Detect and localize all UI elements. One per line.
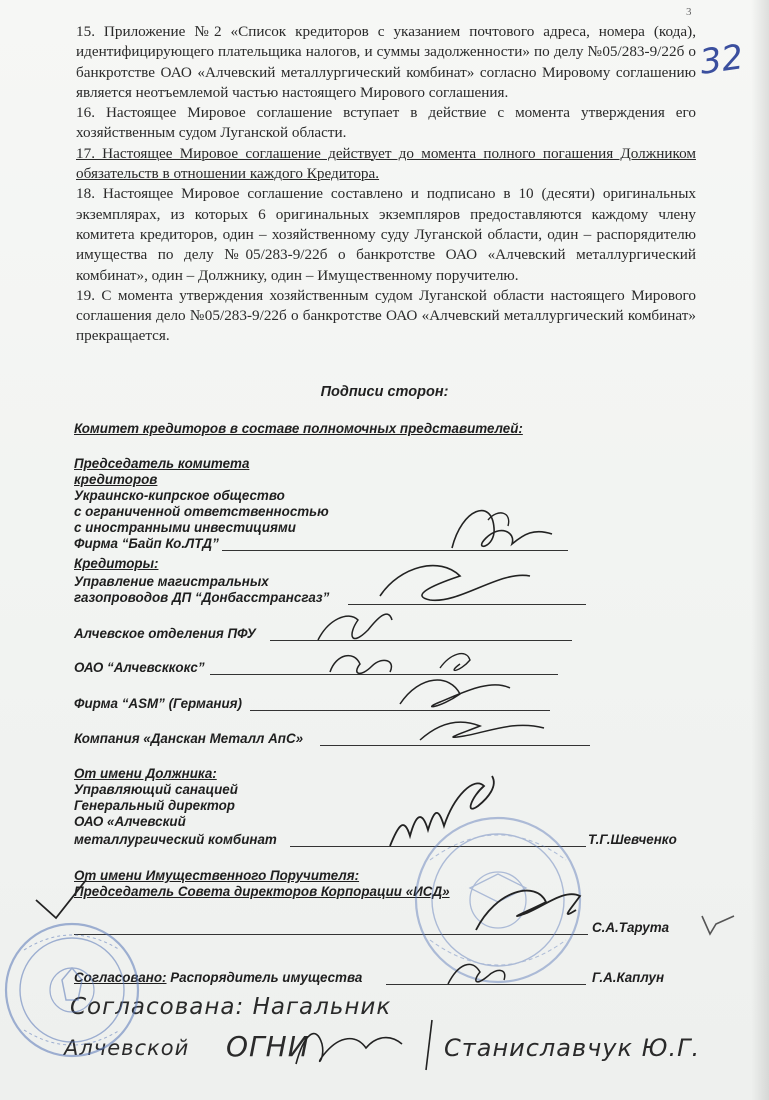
handwritten-line-2c: Станиславчук Ю.Г. [444, 1034, 701, 1062]
signature-line-creditor-1 [348, 604, 586, 605]
signature-tax-official-icon [296, 1034, 402, 1064]
signature-creditor-2-icon [318, 614, 392, 640]
debtor-line-1: Управляющий санацией [74, 782, 238, 797]
creditors-heading: Кредиторы: [74, 556, 159, 571]
signature-debtor-icon [390, 776, 494, 846]
chair-org-3: с иностранными инвестициями [74, 520, 296, 535]
creditor-2: Алчевское отделения ПФУ [74, 626, 256, 641]
signature-agreed-icon [448, 964, 505, 984]
chair-org-4: Фирма “Байп Ко.ЛТД” [74, 536, 219, 551]
paragraph-19: 19. С момента утверждения хозяйственным судом Луганской области настоящего Мирового соглашения дело №05/283-9/22б о банкротстве ОАО «Алчевский металлургический комбинат» прекращается. [76, 286, 696, 345]
debtor-line-4: металлургический комбинат [74, 832, 277, 847]
handwritten-line-1: Согласована: Нагальник [70, 994, 392, 1020]
check-mark-right-icon [702, 916, 734, 934]
agreed-label: Согласовано: [74, 970, 167, 985]
paragraph-16: 16. Настоящее Мировое соглашение вступает в действие с момента утверждения его хозяйственным судом Луганской области. [76, 104, 696, 142]
guarantor-heading: От имени Имущественного Поручителя: [74, 868, 360, 883]
signature-guarantor-icon [476, 891, 580, 930]
creditor-5: Компания «Данскан Металл АпС» [74, 731, 304, 746]
page-number: 3 [686, 6, 692, 18]
committee-heading: Комитет кредиторов в составе полномочных представителей: [74, 421, 523, 436]
signature-creditor-3-icon [330, 656, 391, 674]
handwritten-line-2a: Алчевской [64, 1036, 190, 1060]
handwritten-page-number: 32 [697, 37, 746, 83]
signature-line-guarantor [74, 934, 588, 935]
creditor-1-line-2: газопроводов ДП “Донбасстрансгаз” [74, 590, 330, 605]
chair-org-2: с ограниченной ответственностью [74, 504, 329, 519]
guarantor-role: Председатель Совета директоров Корпорации «ИСД» [74, 884, 450, 899]
agreed-role: Распорядитель имущества [170, 970, 363, 985]
debtor-heading: От имени Должника: [74, 766, 217, 781]
signature-line-creditor-2 [270, 640, 572, 641]
debtor-line-2: Генеральный директор [74, 798, 235, 813]
paragraph-15: 15. Приложение №2 «Список кредиторов с указанием почтового адреса, номера (кода), идентифицирующего плательщика налогов, и суммы задолженности» по делу №05/283-9/22б о банкротстве ОАО «Алчевский металлургический комбинат» согласно Мировому соглашению является неотъемлемой частью настоящего Мирового соглашения. [76, 23, 696, 101]
chair-line-1: Председатель комитета [74, 456, 250, 471]
agreed-signatory-name: Г.А.Каплун [592, 970, 665, 985]
signature-creditor-1-icon [380, 566, 530, 601]
signature-line-creditor-3 [210, 674, 558, 675]
creditor-4: Фирма “ASM” (Германия) [74, 696, 243, 711]
creditor-3: ОАО “Алчевсккокс” [74, 660, 205, 675]
signature-line-creditor-4 [250, 710, 550, 711]
creditor-1-line-1: Управление магистральных [74, 574, 269, 589]
chair-org-1: Украинско-кипрское общество [74, 488, 285, 503]
guarantor-signatory-name: С.А.Тарута [592, 920, 670, 935]
handwritten-line-2b: ОГНИ [226, 1030, 310, 1063]
debtor-line-3: ОАО «Алчевский [74, 814, 186, 829]
page-edge-shadow [751, 0, 769, 1100]
debtor-signatory-name: Т.Г.Шевченко [588, 832, 677, 847]
signatures-heading: Подписи сторон: [320, 384, 449, 400]
chair-line-2: кредиторов [74, 472, 158, 487]
signature-line-chair [222, 550, 568, 551]
agreement-body [76, 22, 696, 347]
round-stamp-right-icon [416, 818, 580, 982]
paragraph-17: 17. Настоящее Мировое соглашение действует до момента полного погашения Должником обязательств в отношении каждого Кредитора. [76, 144, 696, 183]
signature-chair-icon [452, 511, 552, 548]
signature-creditor-5-icon [420, 722, 544, 740]
signature-line-creditor-5 [320, 745, 590, 746]
signature-line-debtor [290, 846, 586, 847]
signature-creditor-4-icon [400, 680, 510, 707]
paragraph-18: 18. Настоящее Мировое соглашение составлено и подписано в 10 (десяти) оригинальных экземплярах, из которых 6 оригинальных экземпляров предоставляются каждому члену комитета кредиторов, один – хозяйственному суду Луганской области, один – распорядителю имущества по делу №05/283-9/22б о банкротстве ОАО «Алчевский металлургический комбинат», один – Должнику, один – Имущественному поручителю. [76, 185, 696, 284]
agreed-row [74, 970, 362, 986]
signature-line-agreed [386, 984, 586, 985]
